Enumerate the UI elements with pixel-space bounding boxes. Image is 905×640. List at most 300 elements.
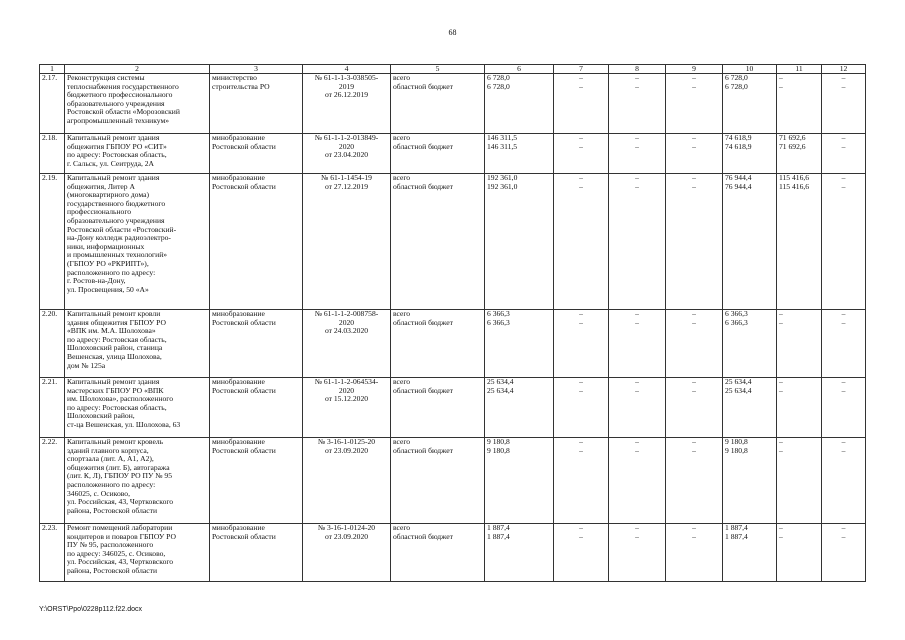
c8-line: – bbox=[635, 309, 639, 318]
cell-num: 2.23. bbox=[40, 524, 65, 582]
name-line: общежития ГБПОУ РО «СИТ» bbox=[67, 141, 167, 151]
c6-line: 1 887,4 bbox=[487, 523, 510, 532]
cell-doc bbox=[303, 310, 391, 378]
src-line: всего bbox=[393, 173, 411, 182]
org-line: минобразование bbox=[212, 437, 265, 446]
name-line: спортзала (лит. А, А1, А2), bbox=[67, 454, 154, 464]
cell-c12 bbox=[822, 310, 866, 378]
org-line: Ростовской области bbox=[212, 181, 276, 191]
cell-num: 2.21. bbox=[40, 378, 65, 438]
cell-c7 bbox=[554, 134, 609, 174]
cell-c12 bbox=[822, 134, 866, 174]
cell-src bbox=[391, 134, 485, 174]
cell-c10 bbox=[723, 74, 777, 134]
c10-line: 1 887,4 bbox=[725, 523, 748, 532]
table-body bbox=[40, 74, 866, 582]
doc-line: 2020 bbox=[338, 385, 355, 395]
name-line: ники, информационных bbox=[67, 241, 145, 251]
cell-c12 bbox=[822, 378, 866, 438]
c8-line: – bbox=[635, 523, 639, 532]
c12-line: – bbox=[841, 523, 846, 532]
c8-line: – bbox=[635, 385, 639, 395]
c6-line: 6 366,3 bbox=[487, 317, 510, 327]
cell-c9 bbox=[666, 378, 723, 438]
cell-c9 bbox=[666, 74, 723, 134]
name-line: общежития, Литер А bbox=[67, 181, 135, 191]
c9-line: – bbox=[692, 445, 696, 455]
name-line: Шолоховский район, bbox=[67, 411, 135, 421]
doc-line: 2020 bbox=[338, 317, 355, 327]
name-line: Капитальный ремонт здания bbox=[67, 173, 160, 182]
cell-c6 bbox=[485, 74, 554, 134]
c12-line: – bbox=[841, 73, 846, 82]
column-header: 1 bbox=[40, 65, 65, 74]
org-line: Ростовской области bbox=[212, 317, 276, 327]
c11-line: – bbox=[779, 81, 783, 91]
name-line: Капитальный ремонт кровель bbox=[67, 437, 164, 446]
c7-line: – bbox=[579, 377, 583, 386]
column-number-row bbox=[40, 65, 866, 74]
name-line: по адресу: Ростовская область, bbox=[67, 334, 167, 344]
cell-num: 2.20. bbox=[40, 310, 65, 378]
name-line: им. Шолохова», расположенного bbox=[67, 394, 174, 404]
name-line: здания общежития ГБПОУ РО bbox=[67, 317, 166, 327]
cell-c11 bbox=[777, 174, 822, 310]
src-line: областной бюджет bbox=[393, 385, 453, 395]
name-line: Капитальный ремонт кровли bbox=[67, 309, 161, 318]
c7-line: – bbox=[579, 81, 583, 91]
c6-line: 192 361,0 bbox=[487, 181, 518, 191]
c11-line: – bbox=[779, 317, 783, 327]
cell-name bbox=[65, 134, 210, 174]
cell-name bbox=[65, 378, 210, 438]
cell-name bbox=[65, 310, 210, 378]
name-line: «ВПК им. М.А. Шолохова» bbox=[67, 326, 156, 336]
org-line: минобразование bbox=[212, 309, 265, 318]
cell-c11 bbox=[777, 134, 822, 174]
doc-line: 2019 bbox=[338, 81, 355, 91]
name-line: 346025, с. Осиково, bbox=[67, 488, 130, 498]
c9-line: – bbox=[692, 317, 696, 327]
src-line: областной бюджет bbox=[393, 141, 453, 151]
name-line: Ростовской области «Морозовский bbox=[67, 107, 180, 117]
c9-line: – bbox=[692, 437, 696, 446]
name-line: профессионального bbox=[67, 207, 132, 217]
name-line: Капитальный ремонт здания bbox=[67, 377, 160, 386]
name-line: Капитальный ремонт здания bbox=[67, 133, 160, 142]
c9-line: – bbox=[692, 377, 696, 386]
doc-line: № 61-1-1454-19 bbox=[321, 173, 372, 182]
column-header: 9 bbox=[666, 65, 723, 74]
c11-line: – bbox=[779, 309, 783, 318]
c12-line: – bbox=[841, 309, 846, 318]
name-line: на-Дону колледж радиоэлектро- bbox=[67, 233, 171, 243]
name-line: теплоснабжения государственного bbox=[67, 81, 179, 91]
cell-c10 bbox=[723, 524, 777, 582]
doc-line: № 3-16-1-0125-20 bbox=[317, 437, 376, 446]
src-line: всего bbox=[393, 309, 411, 318]
cell-org bbox=[210, 524, 303, 582]
name-line: зданий главного корпуса, bbox=[67, 445, 149, 455]
name-line: г. Сальск, ул. Сеитруда, 2А bbox=[67, 158, 155, 168]
table-row bbox=[40, 524, 866, 582]
doc-line: от 26.12.2019 bbox=[324, 90, 369, 100]
c9-line: – bbox=[692, 531, 696, 541]
cell-c7 bbox=[554, 174, 609, 310]
name-line: расположенного по адресу: bbox=[67, 479, 156, 489]
c12-line: – bbox=[841, 133, 846, 142]
cell-c7 bbox=[554, 438, 609, 524]
c10-line: 25 634,4 bbox=[725, 377, 752, 386]
cell-c10 bbox=[723, 378, 777, 438]
org-line: строительства РО bbox=[212, 81, 270, 91]
doc-line: от 27.12.2019 bbox=[324, 181, 369, 191]
cell-src bbox=[391, 524, 485, 582]
c9-line: – bbox=[692, 309, 696, 318]
column-header: 8 bbox=[609, 65, 666, 74]
name-line: Реконструкция системы bbox=[67, 73, 145, 82]
cell-c10 bbox=[723, 174, 777, 310]
c9-line: – bbox=[692, 81, 696, 91]
table-row bbox=[40, 174, 866, 310]
c11-line: – bbox=[779, 523, 783, 532]
doc-line: № 3-16-1-0124-20 bbox=[317, 523, 376, 532]
c11-line: 71 692,6 bbox=[779, 133, 806, 142]
cell-c9 bbox=[666, 524, 723, 582]
cell-c7 bbox=[554, 310, 609, 378]
table-row bbox=[40, 438, 866, 524]
cell-src bbox=[391, 438, 485, 524]
c10-line: 76 944,4 bbox=[725, 181, 752, 191]
c12-line: – bbox=[841, 437, 846, 446]
table-row bbox=[40, 310, 866, 378]
cell-src bbox=[391, 74, 485, 134]
c11-line: – bbox=[779, 445, 783, 455]
c7-line: – bbox=[579, 317, 583, 327]
c12-line: – bbox=[841, 385, 846, 395]
name-line: Ремонт помещений лаборатории bbox=[67, 523, 173, 532]
cell-c7 bbox=[554, 378, 609, 438]
cell-c8 bbox=[609, 174, 666, 310]
column-header: 11 bbox=[777, 65, 822, 74]
cell-c8 bbox=[609, 438, 666, 524]
cell-c6 bbox=[485, 378, 554, 438]
c8-line: – bbox=[635, 437, 639, 446]
c7-line: – bbox=[579, 437, 583, 446]
cell-c12 bbox=[822, 74, 866, 134]
page-number: 68 bbox=[448, 28, 457, 37]
src-line: всего bbox=[393, 437, 411, 446]
c7-line: – bbox=[579, 531, 583, 541]
c12-line: – bbox=[841, 377, 846, 386]
c8-line: – bbox=[635, 73, 639, 82]
c8-line: – bbox=[635, 531, 639, 541]
name-line: ПУ № 95, расположенного bbox=[67, 540, 154, 550]
c7-line: – bbox=[579, 173, 583, 182]
c8-line: – bbox=[635, 181, 639, 191]
name-line: агропромышленный техникум» bbox=[67, 115, 170, 125]
c10-line: 6 728,0 bbox=[725, 73, 748, 82]
doc-line: от 23.09.2020 bbox=[324, 445, 369, 455]
name-line: мастерских ГБПОУ РО «ВПК bbox=[67, 385, 164, 395]
name-line: по адресу: Ростовская область, bbox=[67, 150, 167, 160]
budget-table bbox=[39, 64, 866, 582]
c6-line: 6 728,0 bbox=[487, 73, 510, 82]
name-line: и промышленных технологий» bbox=[67, 250, 168, 260]
cell-num: 2.17. bbox=[40, 74, 65, 134]
c9-line: – bbox=[692, 73, 696, 82]
name-line: общежития (лит. Б), автогаража bbox=[67, 462, 170, 472]
c8-line: – bbox=[635, 317, 639, 327]
c10-line: 1 887,4 bbox=[725, 531, 748, 541]
cell-c6 bbox=[485, 134, 554, 174]
c12-line: – bbox=[841, 445, 846, 455]
name-line: Ростовской области «Ростовский- bbox=[67, 224, 177, 234]
org-line: министерство bbox=[212, 73, 257, 82]
name-line: кондитеров и поваров ГБПОУ РО bbox=[67, 531, 176, 541]
cell-name bbox=[65, 524, 210, 582]
c6-line: 1 887,4 bbox=[487, 531, 510, 541]
cell-c9 bbox=[666, 174, 723, 310]
c12-line: – bbox=[841, 181, 846, 191]
c10-line: 25 634,4 bbox=[725, 385, 752, 395]
cell-doc bbox=[303, 74, 391, 134]
cell-num: 2.22. bbox=[40, 438, 65, 524]
cell-src bbox=[391, 378, 485, 438]
c7-line: – bbox=[579, 309, 583, 318]
c6-line: 25 634,4 bbox=[487, 385, 514, 395]
org-line: минобразование bbox=[212, 133, 265, 142]
cell-num: 2.19. bbox=[40, 174, 65, 310]
c6-line: 6 728,0 bbox=[487, 81, 510, 91]
name-line: по адресу: Ростовская область, bbox=[67, 402, 167, 412]
cell-doc bbox=[303, 438, 391, 524]
cell-c8 bbox=[609, 310, 666, 378]
name-line: расположенного по адресу: bbox=[67, 267, 156, 277]
cell-doc bbox=[303, 134, 391, 174]
c8-line: – bbox=[635, 377, 639, 386]
name-line: бюджетного профессионального bbox=[67, 90, 173, 100]
doc-line: от 23.09.2020 bbox=[324, 531, 369, 541]
c10-line: 9 180,8 bbox=[725, 437, 748, 446]
c11-line: 71 692,6 bbox=[779, 141, 806, 151]
org-line: минобразование bbox=[212, 523, 265, 532]
doc-line: № 61-1-1-3-038505- bbox=[314, 73, 379, 82]
src-line: областной бюджет bbox=[393, 531, 453, 541]
cell-doc bbox=[303, 174, 391, 310]
cell-c12 bbox=[822, 524, 866, 582]
c12-line: – bbox=[841, 531, 846, 541]
c6-line: 192 361,0 bbox=[487, 173, 518, 182]
cell-c11 bbox=[777, 378, 822, 438]
c6-line: 146 311,5 bbox=[487, 141, 518, 151]
column-header: 6 bbox=[485, 65, 554, 74]
src-line: всего bbox=[393, 523, 411, 532]
c10-line: 9 180,8 bbox=[725, 445, 748, 455]
name-line: ст-ца Вешенская, ул. Шолохова, 63 bbox=[67, 419, 181, 429]
cell-c11 bbox=[777, 74, 822, 134]
cell-doc bbox=[303, 378, 391, 438]
src-line: всего bbox=[393, 377, 411, 386]
cell-c8 bbox=[609, 134, 666, 174]
cell-c6 bbox=[485, 438, 554, 524]
c12-line: – bbox=[841, 173, 846, 182]
doc-line: от 24.03.2020 bbox=[324, 326, 369, 336]
c6-line: 9 180,8 bbox=[487, 437, 510, 446]
cell-c11 bbox=[777, 524, 822, 582]
column-header: 3 bbox=[210, 65, 303, 74]
c7-line: – bbox=[579, 385, 583, 395]
src-line: всего bbox=[393, 73, 411, 82]
c11-line: – bbox=[779, 437, 783, 446]
cell-org bbox=[210, 310, 303, 378]
table-row bbox=[40, 134, 866, 174]
doc-line: от 23.04.2020 bbox=[324, 150, 369, 160]
org-line: минобразование bbox=[212, 173, 265, 182]
column-header: 7 bbox=[554, 65, 609, 74]
cell-c12 bbox=[822, 438, 866, 524]
name-line: ул. Просвещения, 50 «А» bbox=[67, 284, 149, 294]
name-line: образовательного учреждения bbox=[67, 215, 165, 225]
c8-line: – bbox=[635, 445, 639, 455]
org-line: минобразование bbox=[212, 377, 265, 386]
c9-line: – bbox=[692, 181, 696, 191]
doc-line: 2020 bbox=[338, 141, 355, 151]
org-line: Ростовской области bbox=[212, 531, 276, 541]
column-header: 2 bbox=[65, 65, 210, 74]
c11-line: – bbox=[779, 385, 783, 395]
cell-c9 bbox=[666, 310, 723, 378]
c6-line: 146 311,5 bbox=[487, 133, 518, 142]
cell-c6 bbox=[485, 310, 554, 378]
cell-c9 bbox=[666, 134, 723, 174]
cell-org bbox=[210, 174, 303, 310]
name-line: района, Ростовской области bbox=[67, 565, 158, 575]
table-row bbox=[40, 74, 866, 134]
column-header: 4 bbox=[303, 65, 391, 74]
name-line: (ГБПОУ РО «РКРИПТ»), bbox=[67, 258, 149, 268]
c9-line: – bbox=[692, 385, 696, 395]
cell-c10 bbox=[723, 438, 777, 524]
file-path-footer: Y:\ORST\Ppo\0228p112.f22.docx bbox=[39, 606, 142, 613]
doc-line: № 61-1-1-2-064534- bbox=[314, 377, 379, 386]
org-line: Ростовской области bbox=[212, 445, 276, 455]
c8-line: – bbox=[635, 133, 639, 142]
c10-line: 6 728,0 bbox=[725, 81, 748, 91]
name-line: г. Ростов-на-Дону, bbox=[67, 276, 126, 286]
src-line: областной бюджет bbox=[393, 181, 453, 191]
name-line: района, Ростовской области bbox=[67, 505, 158, 515]
cell-name bbox=[65, 74, 210, 134]
cell-c7 bbox=[554, 74, 609, 134]
c10-line: 76 944,4 bbox=[725, 173, 752, 182]
cell-c7 bbox=[554, 524, 609, 582]
c10-line: 74 618,9 bbox=[725, 133, 752, 142]
c9-line: – bbox=[692, 133, 696, 142]
c6-line: 6 366,3 bbox=[487, 309, 510, 318]
c8-line: – bbox=[635, 81, 639, 91]
name-line: Вешенская, улица Шолохова, bbox=[67, 351, 162, 361]
cell-src bbox=[391, 174, 485, 310]
name-line: дом № 125а bbox=[67, 360, 106, 370]
c7-line: – bbox=[579, 523, 583, 532]
cell-c12 bbox=[822, 174, 866, 310]
c7-line: – bbox=[579, 141, 583, 151]
cell-org bbox=[210, 438, 303, 524]
doc-line: № 61-1-1-2-013849- bbox=[314, 133, 379, 142]
cell-c10 bbox=[723, 134, 777, 174]
c7-line: – bbox=[579, 445, 583, 455]
cell-src bbox=[391, 310, 485, 378]
c7-line: – bbox=[579, 73, 583, 82]
cell-c9 bbox=[666, 438, 723, 524]
c12-line: – bbox=[841, 81, 846, 91]
c12-line: – bbox=[841, 317, 846, 327]
org-line: Ростовской области bbox=[212, 385, 276, 395]
cell-c8 bbox=[609, 378, 666, 438]
cell-num: 2.18. bbox=[40, 134, 65, 174]
cell-c10 bbox=[723, 310, 777, 378]
cell-org bbox=[210, 378, 303, 438]
cell-c11 bbox=[777, 438, 822, 524]
cell-c6 bbox=[485, 174, 554, 310]
cell-org bbox=[210, 74, 303, 134]
c6-line: 9 180,8 bbox=[487, 445, 510, 455]
src-line: всего bbox=[393, 133, 411, 142]
cell-name bbox=[65, 174, 210, 310]
name-line: образовательного учреждения bbox=[67, 98, 165, 108]
c10-line: 74 618,9 bbox=[725, 141, 752, 151]
doc-line: № 61-1-1-2-008758- bbox=[314, 309, 379, 318]
column-header: 12 bbox=[822, 65, 866, 74]
src-line: областной бюджет bbox=[393, 317, 453, 327]
table-row bbox=[40, 378, 866, 438]
cell-doc bbox=[303, 524, 391, 582]
name-line: государственного бюджетного bbox=[67, 198, 166, 208]
src-line: областной бюджет bbox=[393, 81, 453, 91]
column-header: 10 bbox=[723, 65, 777, 74]
c11-line: 115 416,6 bbox=[779, 173, 810, 182]
name-line: ул. Российская, 43, Чертковского bbox=[67, 497, 174, 507]
c9-line: – bbox=[692, 173, 696, 182]
c11-line: – bbox=[779, 377, 783, 386]
c9-line: – bbox=[692, 141, 696, 151]
cell-name bbox=[65, 438, 210, 524]
name-line: Шолоховский район, станица bbox=[67, 343, 163, 353]
c6-line: 25 634,4 bbox=[487, 377, 514, 386]
c11-line: 115 416,6 bbox=[779, 181, 810, 191]
c10-line: 6 366,3 bbox=[725, 309, 748, 318]
cell-c8 bbox=[609, 74, 666, 134]
name-line: ул. Российская, 43, Чертковского bbox=[67, 557, 174, 567]
c8-line: – bbox=[635, 141, 639, 151]
c8-line: – bbox=[635, 173, 639, 182]
c7-line: – bbox=[579, 181, 583, 191]
cell-c6 bbox=[485, 524, 554, 582]
org-line: Ростовской области bbox=[212, 141, 276, 151]
name-line: по адресу: 346025, с. Осиково, bbox=[67, 548, 166, 558]
c11-line: – bbox=[779, 531, 783, 541]
c12-line: – bbox=[841, 141, 846, 151]
c11-line: – bbox=[779, 73, 783, 82]
name-line: (лит. К, Л), ГБПОУ РО ПУ № 95 bbox=[67, 471, 173, 481]
doc-line: от 15.12.2020 bbox=[324, 394, 369, 404]
cell-c11 bbox=[777, 310, 822, 378]
src-line: областной бюджет bbox=[393, 445, 453, 455]
cell-c8 bbox=[609, 524, 666, 582]
c7-line: – bbox=[579, 133, 583, 142]
cell-org bbox=[210, 134, 303, 174]
